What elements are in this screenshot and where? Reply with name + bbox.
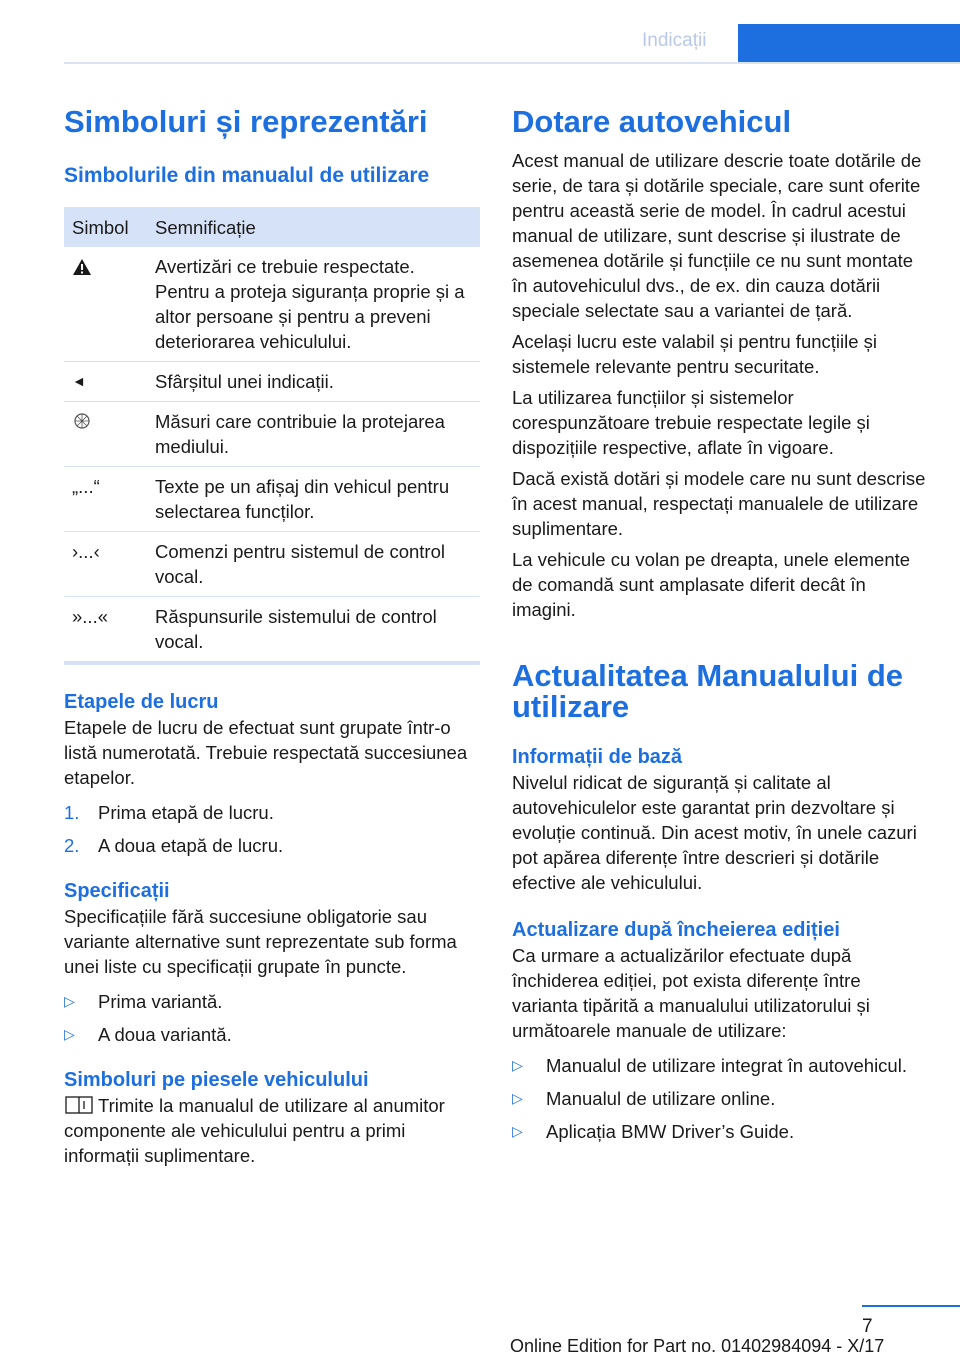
subsection-title-after-edition: Actualizare după încheierea ediției bbox=[512, 919, 840, 941]
table-cell-meaning: Răspunsurile sistemului de control vocal. bbox=[155, 606, 437, 652]
specs-list bbox=[64, 989, 480, 1047]
subsection-title-specs: Specificații bbox=[64, 880, 170, 902]
list-number: 1. bbox=[64, 802, 80, 823]
environment-icon bbox=[72, 411, 92, 431]
subsection-title-basics: Informații de bază bbox=[512, 746, 683, 768]
list-item-text: A doua etapă de lucru. bbox=[98, 835, 284, 856]
list-item bbox=[64, 833, 480, 858]
triangle-bullet-icon: ▷ bbox=[512, 1090, 523, 1106]
table-header-row bbox=[64, 207, 480, 247]
book-icon bbox=[64, 1095, 94, 1115]
section-title-symbols: Simboluri și reprezentări bbox=[64, 104, 428, 139]
list-number: 2. bbox=[64, 835, 80, 856]
vehicle-symbols-text: Trimite la manualul de utilizare al anumitor componente ale vehiculului pentru a primi informații suplimentare. bbox=[64, 1095, 445, 1166]
list-item-text: Manualul de utilizare online. bbox=[546, 1088, 776, 1109]
equipment-paragraph: Acest manual de utilizare descrie toate dotările de serie, de tara și dotările speciale, care sunt oferite pentru această serie de model. În cadrul acestui manual de utilizare, sunt descrise și ilustrate de asemenea dotările și funcțiile ce nu sunt montate în autovehiculul dvs., de ex. din cauza dotării speciale selectate sau a variantei de țară. bbox=[512, 150, 922, 321]
equipment-paragraph: Dacă există dotări și modele care nu sunt descrise în acest manual, respectați manualele de utilizare suplimentare. bbox=[512, 468, 926, 539]
table-row bbox=[64, 402, 480, 467]
table-cell-meaning: Comenzi pentru sistemul de control vocal. bbox=[147, 532, 480, 597]
table-header-meaning: Semnificație bbox=[147, 207, 480, 247]
manuals-list bbox=[512, 1053, 928, 1144]
header-title: Indicații bbox=[642, 30, 707, 51]
table-cell-symbol bbox=[64, 402, 147, 467]
equipment-paragraph: Același lucru este valabil și pentru funcțiile și sistemele relevante pentru securitate. bbox=[512, 331, 878, 377]
list-item bbox=[512, 1053, 928, 1078]
triangle-bullet-icon: ▷ bbox=[512, 1123, 523, 1139]
table-header-symbol: Simbol bbox=[64, 207, 147, 247]
section-title-equipment: Dotare autovehicul bbox=[512, 104, 792, 139]
steps-list bbox=[64, 800, 480, 858]
triangle-bullet-icon: ▷ bbox=[512, 1057, 523, 1073]
header-accent-bar bbox=[738, 24, 960, 62]
symbols-table bbox=[64, 207, 480, 661]
list-item bbox=[64, 800, 480, 825]
warning-triangle-icon bbox=[72, 258, 92, 276]
table-cell-symbol: ›...‹ bbox=[64, 532, 147, 597]
table-cell-meaning: Sfârșitul unei indicații. bbox=[147, 362, 480, 402]
table-row bbox=[64, 467, 480, 532]
footer-edition: Online Edition for Part no. 01402984094 - X/17 bbox=[510, 1336, 885, 1356]
list-item bbox=[512, 1119, 928, 1144]
table-bottom-border bbox=[64, 661, 480, 665]
page-number: 7 bbox=[862, 1316, 873, 1337]
table-cell-symbol: „...“ bbox=[64, 467, 147, 532]
basics-text: Nivelul ridicat de siguranță și calitate al autovehiculelor este garantat prin dezvoltare și evoluție continuă. Din acest motiv, în unele cazuri pot apărea diferențe între descrieri și dotările efective ale vehiculului. bbox=[512, 772, 917, 893]
table-cell-symbol bbox=[64, 247, 147, 362]
table-row bbox=[64, 247, 480, 362]
footer-rule bbox=[862, 1305, 960, 1307]
list-item bbox=[64, 1022, 480, 1047]
triangle-bullet-icon: ▷ bbox=[64, 1026, 75, 1042]
subsection-title-vehicle-symbols: Simboluri pe piesele vehiculului bbox=[64, 1069, 369, 1091]
list-item bbox=[512, 1086, 928, 1111]
subsection-title-manual-symbols: Simbolurile din manualul de utilizare bbox=[64, 164, 430, 187]
specs-description: Specificațiile fără succesiune obligatorie sau variante alternative sunt reprezentate sub forma unei liste cu specificații grupate în puncte. bbox=[64, 906, 457, 977]
right-column bbox=[512, 100, 928, 1152]
triangle-bullet-icon: ▷ bbox=[64, 993, 75, 1009]
left-column bbox=[64, 100, 480, 1168]
list-item-text: Manualul de utilizare integrat în autovehicul. bbox=[546, 1055, 907, 1076]
steps-description: Etapele de lucru de efectuat sunt grupate într-o listă numerotată. Trebuie respectată succesiunea etapelor. bbox=[64, 717, 468, 788]
vehicle-symbols-description bbox=[64, 1093, 480, 1168]
subsection-title-steps: Etapele de lucru bbox=[64, 691, 219, 713]
equipment-paragraph: La utilizarea funcțiilor și sistemelor corespunzătoare trebuie respectate legile și dispozițiile respective, aflate în vigoare. bbox=[512, 387, 870, 458]
table-cell-meaning: Avertizări ce trebuie respectate. Pentru a proteja siguranța proprie și a altor persoane și pentru a preveni deteriorarea vehiculului. bbox=[147, 247, 480, 362]
table-cell-meaning: Texte pe un afișaj din vehicul pentru selectarea funcților. bbox=[147, 467, 480, 532]
table-row bbox=[64, 597, 480, 662]
table-cell-meaning: Măsuri care contribuie la protejarea mediului. bbox=[147, 402, 480, 467]
header-rule bbox=[64, 62, 960, 64]
list-item-text: A doua variantă. bbox=[98, 1024, 232, 1045]
list-item-text: Prima etapă de lucru. bbox=[98, 802, 274, 823]
table-cell-symbol: ◄ bbox=[64, 362, 147, 402]
after-edition-text: Ca urmare a actualizărilor efectuate după închiderea ediției, pot exista diferențe între varianta tipărită a manualului utilizatorului și următoarele manuale de utilizare: bbox=[512, 945, 870, 1041]
list-item-text: Aplicația BMW Driver’s Guide. bbox=[546, 1121, 795, 1142]
table-row bbox=[64, 362, 480, 402]
section-title-manual-update: Actualitatea Manualului de utilizare bbox=[512, 658, 904, 724]
list-item bbox=[64, 989, 480, 1014]
list-item-text: Prima variantă. bbox=[98, 991, 223, 1012]
table-row bbox=[64, 532, 480, 597]
equipment-paragraph: La vehicule cu volan pe dreapta, unele elemente de comandă sunt amplasate diferit decât în imagini. bbox=[512, 549, 911, 620]
table-cell-symbol: »...« bbox=[72, 606, 108, 627]
